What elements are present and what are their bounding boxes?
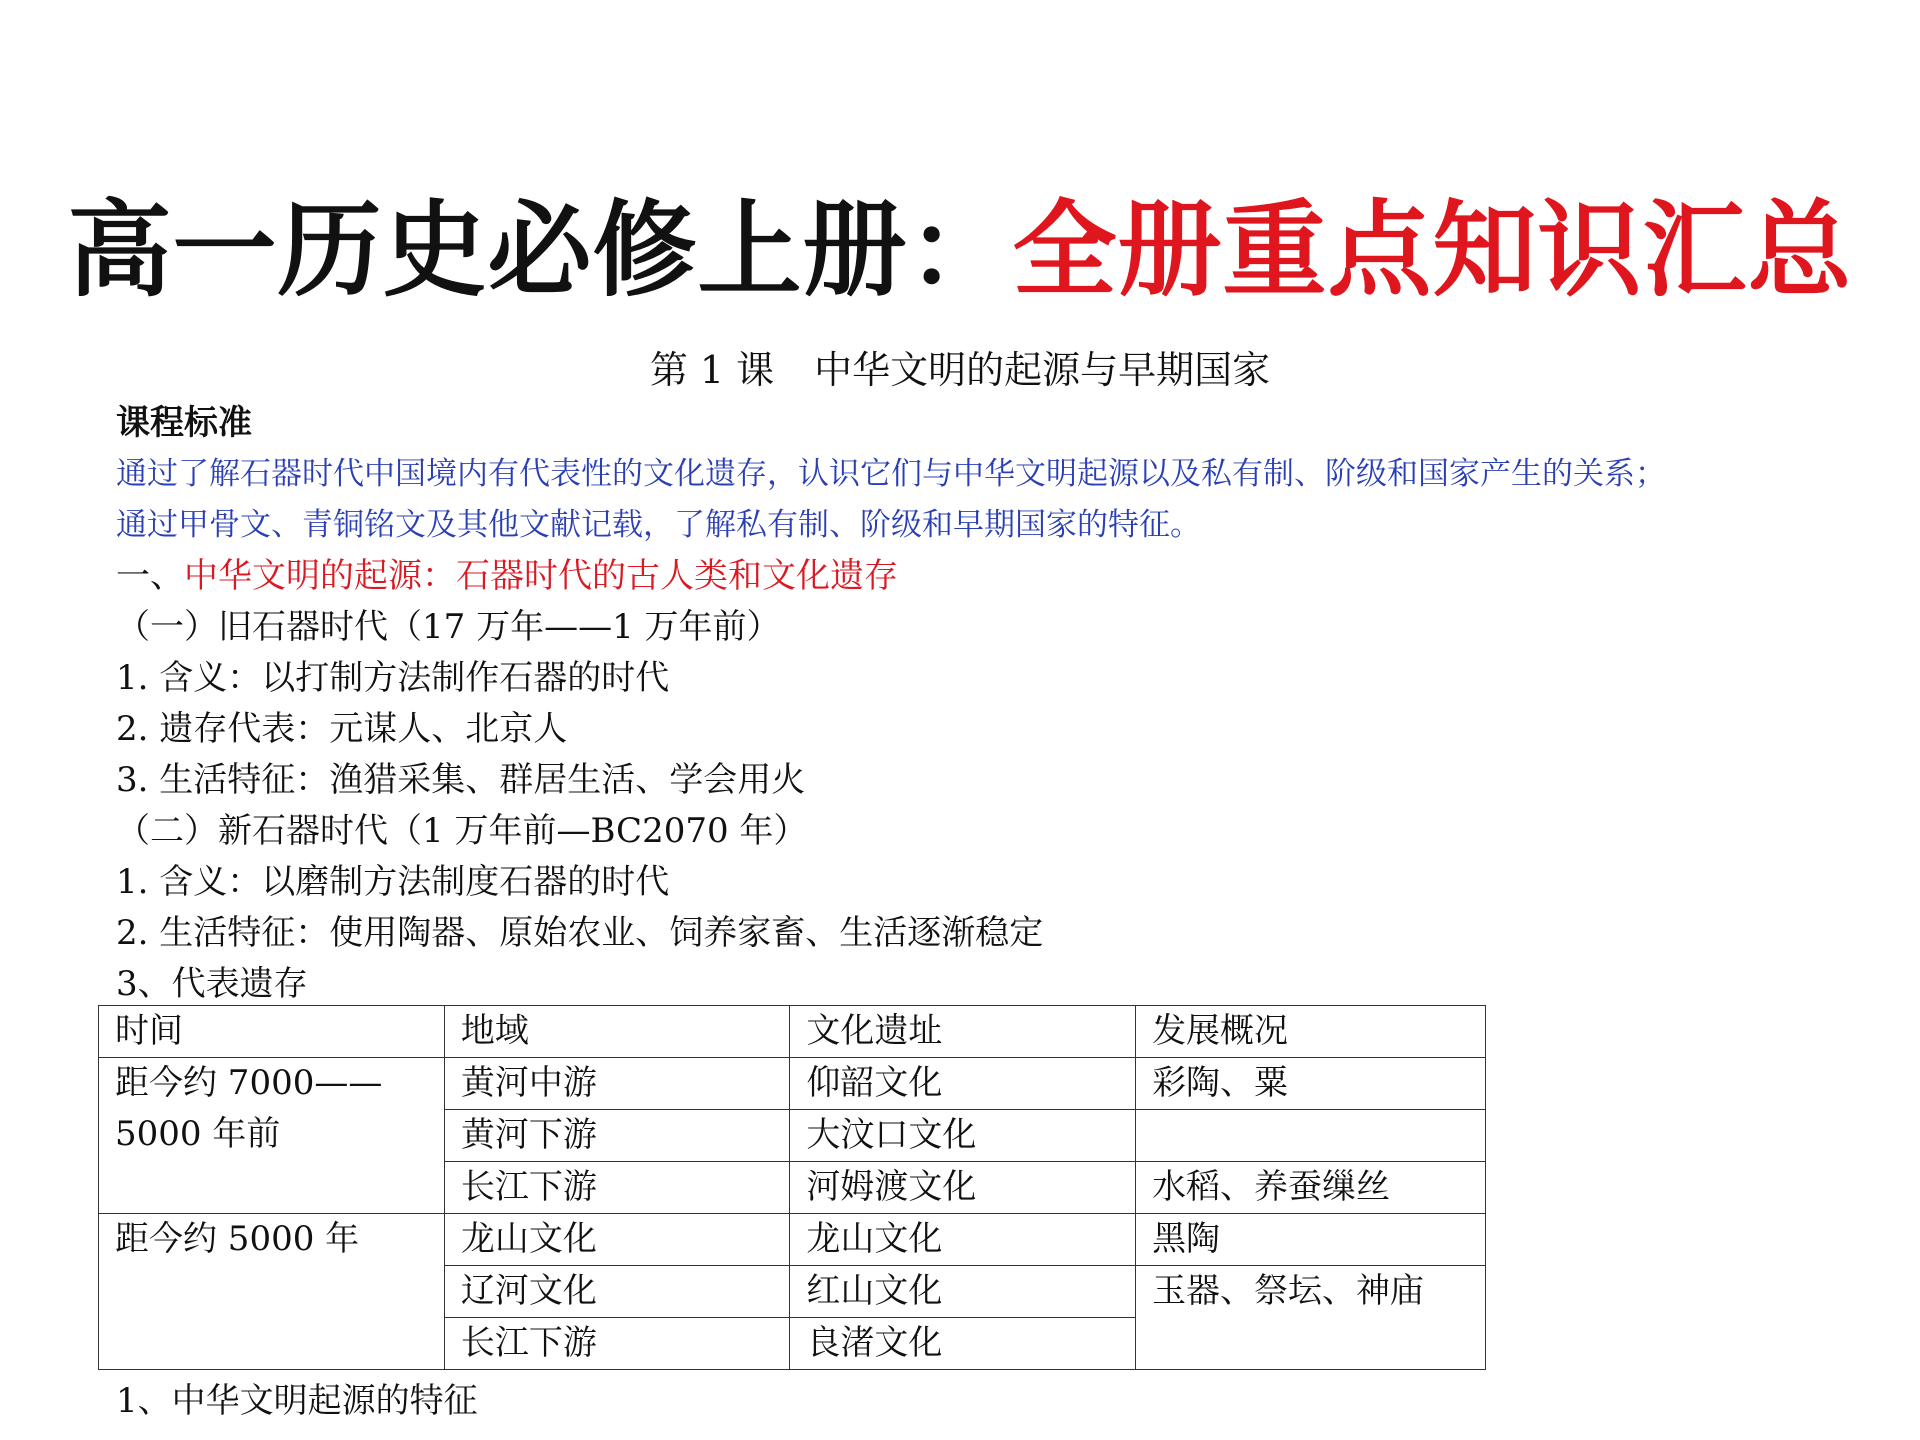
table-site-cell: 河姆渡文化 [790,1162,1136,1214]
table-header-cell: 文化遗址 [790,1006,1136,1058]
table-region-cell: 辽河文化 [444,1266,790,1318]
banner-title-red: 全册重点知识汇总 [1012,189,1853,311]
paleolithic-heading: （一）旧石器时代（17 万年——1 万年前） [116,607,781,647]
curriculum-heading: 课程标准 [116,403,252,443]
table-status-cell [1136,1110,1486,1162]
paleolithic-item-2: 2. 遗存代表：元谋人、北京人 [116,709,568,749]
neolithic-item-1: 1. 含义：以磨制方法制度石器的时代 [116,862,670,902]
neolithic-item-3: 3、代表遗存 [116,964,308,1004]
table-region-cell: 龙山文化 [444,1214,790,1266]
table-status-cell: 彩陶、粟 [1136,1058,1486,1110]
table-site-cell: 良渚文化 [790,1318,1136,1370]
table-header-cell: 发展概况 [1136,1006,1486,1058]
banner-title-black: 高一历史必修上册： [67,189,1013,311]
curriculum-line-2: 通过甲骨文、青铜铭文及其他文献记载，了解私有制、阶级和早期国家的特征。 [116,507,1201,543]
civilization-features-heading: 1、中华文明起源的特征 [116,1381,478,1421]
section-one-prefix: 一、 [116,556,184,596]
document-body [116,398,1816,1010]
lesson-title [0,345,1920,395]
table-row [99,1214,1486,1266]
table-site-cell: 仰韶文化 [790,1058,1136,1110]
neolithic-item-2: 2. 生活特征：使用陶器、原始农业、饲养家畜、生活逐渐稳定 [116,913,1044,953]
table-header-row [99,1006,1486,1058]
paleolithic-item-3: 3. 生活特征：渔猎采集、群居生活、学会用火 [116,760,806,800]
section-one-heading [116,551,1816,602]
table-header-cell: 地域 [444,1006,790,1058]
table-site-cell: 大汶口文化 [790,1110,1136,1162]
table-time-cell: 距今约 7000——5000 年前 [99,1058,445,1214]
neolithic-heading: （二）新石器时代（1 万年前—BC2070 年） [116,811,808,851]
table-region-cell: 长江下游 [444,1162,790,1214]
lesson-number: 第 1 课 [649,348,775,392]
table-status-cell: 水稻、养蚕缫丝 [1136,1162,1486,1214]
page-banner-title [0,190,1920,310]
table-row [99,1058,1486,1110]
table-time-cell: 距今约 5000 年 [99,1214,445,1370]
representative-remains-table [98,1005,1486,1370]
table-status-cell: 玉器、祭坛、神庙 [1136,1266,1486,1370]
section-one-title: 中华文明的起源：石器时代的古人类和文化遗存 [184,556,898,596]
table-region-cell: 黄河中游 [444,1058,790,1110]
table-site-cell: 龙山文化 [790,1214,1136,1266]
lesson-name: 中华文明的起源与早期国家 [814,348,1271,392]
table-site-cell: 红山文化 [790,1266,1136,1318]
table-region-cell: 黄河下游 [444,1110,790,1162]
paleolithic-item-1: 1. 含义：以打制方法制作石器的时代 [116,658,670,698]
table-status-cell: 黑陶 [1136,1214,1486,1266]
curriculum-line-1: 通过了解石器时代中国境内有代表性的文化遗存，认识它们与中华文明起源以及私有制、阶级和国家产生的关系； [116,456,1666,492]
table-region-cell: 长江下游 [444,1318,790,1370]
table-header-cell: 时间 [99,1006,445,1058]
